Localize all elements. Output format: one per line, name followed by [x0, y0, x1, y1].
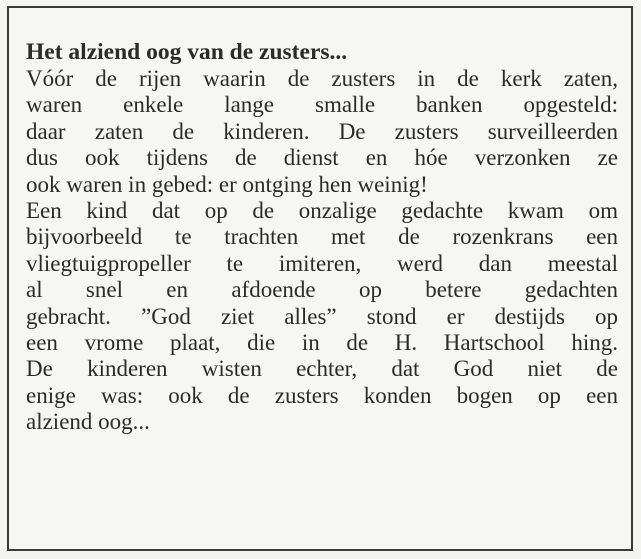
text-line: waren enkele lange smalle banken opgesteld: [26, 92, 618, 118]
text-line: alziend oog... [26, 409, 150, 435]
text-line: ook waren in gebed: er ontging hen weinig! [26, 171, 428, 197]
text-line: gebracht. ”God ziet alles” stond er destijds op [26, 303, 618, 329]
text-line: Een kind dat op de onzalige gedachte kwam om [26, 198, 618, 224]
text-line: dus ook tijdens de dienst en hóe verzonken ze [26, 145, 618, 171]
article-title: Het alziend oog van de zusters... [26, 39, 348, 65]
text-line: al snel en afdoende op betere gedachten [26, 277, 618, 303]
article-content [26, 38, 618, 436]
text-line: Vóór de rijen waarin de zusters in de kerk zaten, [26, 66, 618, 91]
text-line: vliegtuigpropeller te imiteren, werd dan meestal [26, 250, 618, 276]
article-box [7, 6, 633, 551]
text-line: bijvoorbeeld te trachten met de rozenkrans een [26, 224, 618, 250]
text-line: enige was: ook de zusters konden bogen op een [26, 382, 618, 408]
text-line: een vrome plaat, die in de H. Hartschool hing. [26, 330, 618, 356]
text-line: daar zaten de kinderen. De zusters surveilleerden [26, 118, 618, 144]
text-line: De kinderen wisten echter, dat God niet de [26, 356, 618, 382]
